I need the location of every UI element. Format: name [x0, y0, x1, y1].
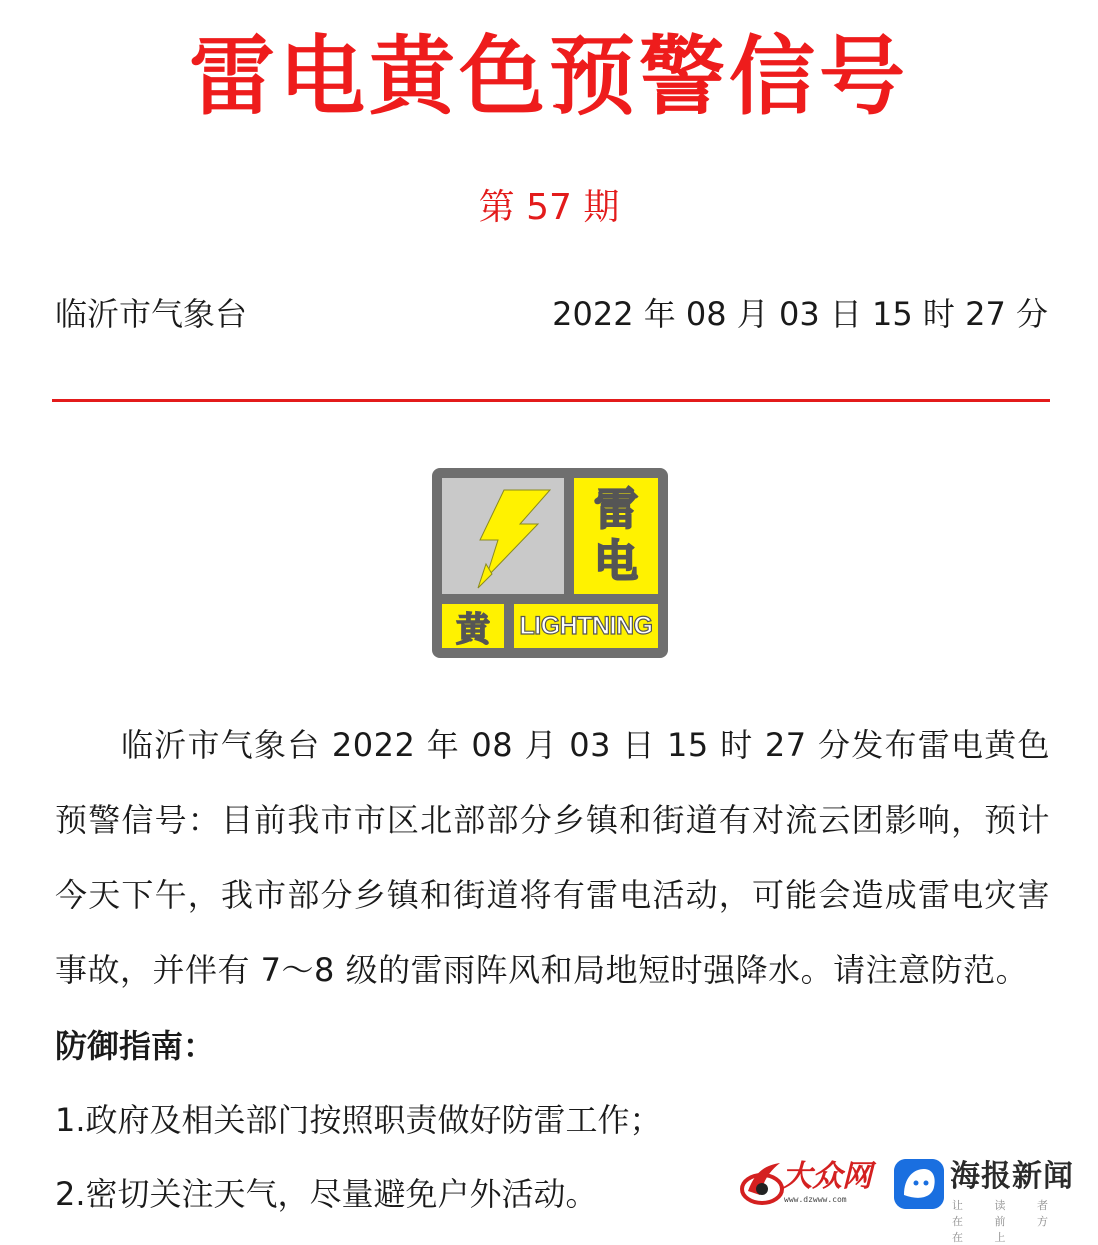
defense-guide-heading: 防御指南： [55, 1027, 216, 1065]
lightning-bolt-icon [442, 478, 564, 594]
signal-level-panel [442, 604, 504, 648]
signal-char-top: 雷 [594, 484, 638, 535]
dzw-flame-icon [738, 1161, 784, 1207]
watermark-logos [738, 1155, 1083, 1244]
warning-signal-emblem [432, 468, 668, 658]
dzw-logo [738, 1155, 878, 1217]
red-divider [52, 399, 1050, 402]
haibao-app-icon [894, 1159, 944, 1209]
signal-english-label: LIGHTNING [519, 611, 653, 640]
page-title: 雷电黄色预警信号 [189, 27, 909, 127]
signal-english-panel [514, 604, 658, 648]
issue-datetime: 2022 年 08 月 03 日 15 时 27 分 [552, 295, 1048, 333]
dzw-logo-name: 大众网 [782, 1159, 872, 1194]
dzw-logo-url: www.dzwww.com [784, 1195, 847, 1204]
defense-guide-item: 2.密切关注天气，尽量避免户外活动。 [55, 1175, 598, 1213]
issuer-name: 临沂市气象台 [55, 295, 248, 333]
warning-body-text: 临沂市气象台 2022 年 08 月 03 日 15 时 27 分发布雷电黄色预警信号：目前我市市区北部部分乡镇和街道有对流云团影响，预计今天下午，我市部分乡镇和街道将有雷电活动，可能会造成雷电灾害事故，并伴有 7～8 级的雷雨阵风和局地短时强降水。请注意防范。 [55, 726, 1050, 989]
issue-number: 第 57 期 [478, 187, 620, 228]
haibao-logo-slogan: 让 读 者 在 前 方 在 上 [952, 1199, 1062, 1244]
haibao-logo-name: 海报新闻 [950, 1159, 1074, 1194]
signal-level: 黄 [456, 609, 490, 650]
signal-name-panel [574, 478, 658, 594]
signal-bolt-panel [442, 478, 564, 594]
haibao-logo [894, 1157, 1084, 1244]
signal-char-bottom: 电 [594, 536, 638, 587]
defense-guide-item: 1.政府及相关部门按照职责做好防雷工作； [55, 1101, 662, 1139]
